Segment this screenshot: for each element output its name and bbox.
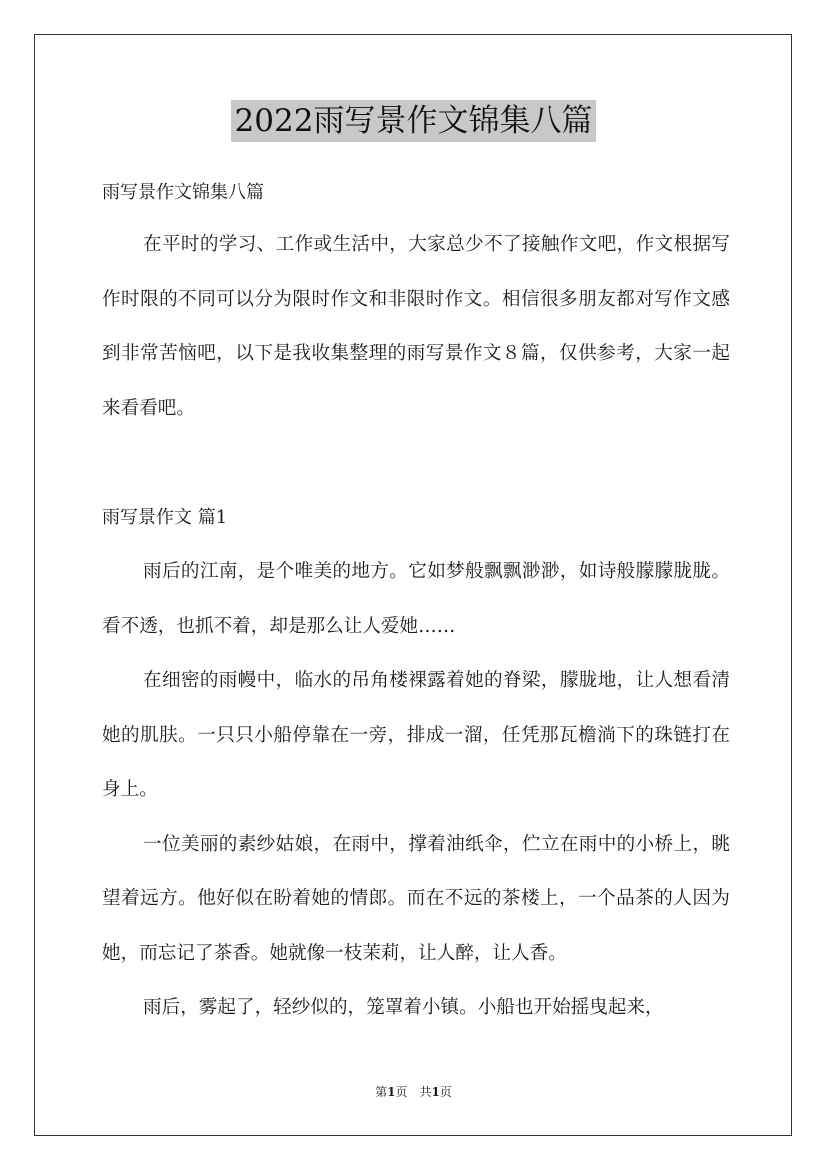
footer-mid: 页 共	[395, 1085, 432, 1099]
title-container	[0, 100, 827, 142]
footer-total-pages: 1	[431, 1085, 440, 1099]
section-heading: 雨写景作文 篇1	[102, 507, 228, 528]
document-subtitle: 雨写景作文锦集八篇	[102, 182, 264, 203]
page-footer	[0, 1083, 827, 1100]
footer-page-number: 1	[387, 1085, 396, 1099]
body-paragraph-1: 雨后的江南，是个唯美的地方。它如梦般飘飘渺渺，如诗般朦朦胧胧。看不透，也抓不着，却是那么让人爱她……	[102, 561, 730, 637]
footer-prefix: 第	[375, 1085, 388, 1099]
intro-block	[102, 218, 730, 436]
body-paragraph-2: 在细密的雨幔中，临水的吊角楼裸露着她的脊梁，朦胧地，让人想看清她的肌肤。一只只小船停靠在一旁，排成一溜，任凭那瓦檐淌下的珠链打在身上。	[102, 670, 730, 800]
body-paragraph-3: 一位美丽的素纱姑娘，在雨中，撑着油纸伞，伫立在雨中的小桥上，眺望着远方。他好似在盼着她的情郎。而在不远的茶楼上，一个品茶的人因为她，而忘记了茶香。她就像一枝茉莉，让人醉，让人香。	[102, 833, 730, 964]
intro-paragraph: 在平时的学习、工作或生活中，大家总少不了接触作文吧，作文根据写作时限的不同可以分为限时作文和非限时作文。相信很多朋友都对写作文感到非常苦恼吧，以下是我收集整理的雨写景作文８篇，仅供参考，大家一起来看看吧。	[102, 234, 730, 419]
body-block	[102, 545, 730, 1036]
body-paragraph-4: 雨后，雾起了，轻纱似的，笼罩着小镇。小船也开始摇曳起来，	[143, 997, 664, 1018]
document-title: 2022雨写景作文锦集八篇	[231, 100, 597, 142]
footer-suffix: 页	[439, 1085, 452, 1099]
